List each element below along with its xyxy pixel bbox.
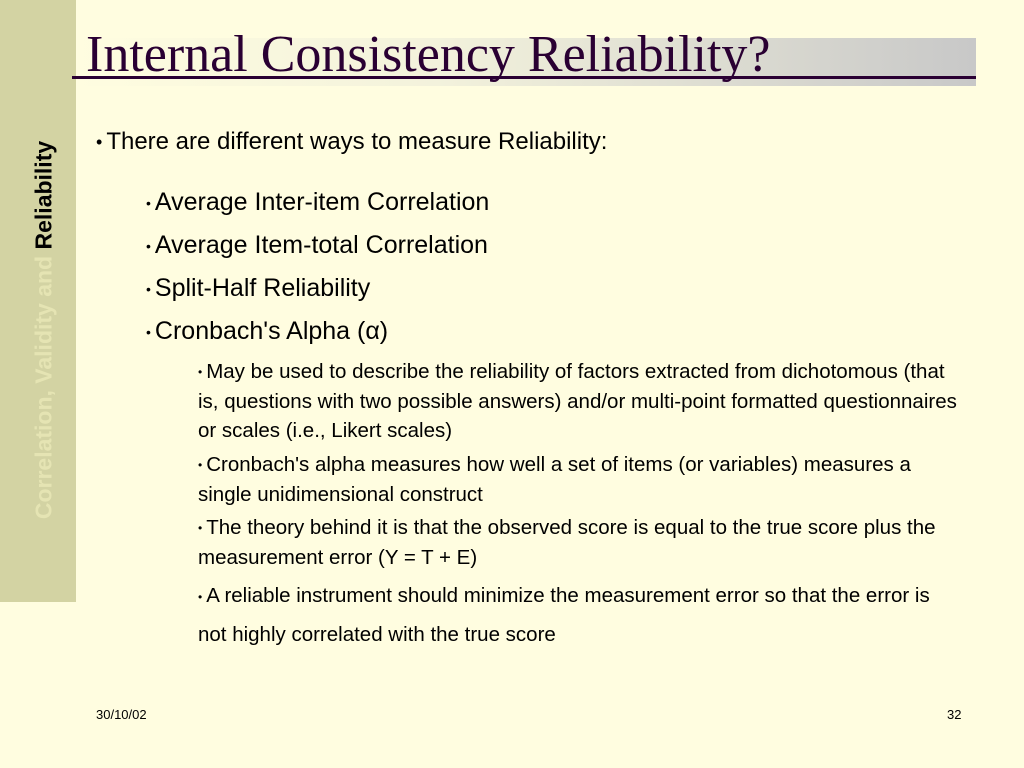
sidebar-label-part1: Correlation, Validity and: [30, 249, 57, 520]
page-number: 32: [947, 707, 962, 722]
bullet-dot: •: [96, 132, 103, 153]
alpha-note-text: Cronbach's alpha measures how well a set of items (or variables) measures a single unidimensional construct: [198, 453, 911, 507]
bullet-dot: •: [198, 365, 203, 380]
bullet-dot: •: [146, 238, 151, 255]
alpha-note: [198, 513, 958, 572]
method-bullet: [146, 274, 370, 303]
sidebar: [0, 0, 76, 602]
bullet-dot: •: [146, 195, 151, 212]
bullet-dot: •: [198, 589, 203, 604]
alpha-note: [198, 450, 958, 509]
method-bullet: [146, 188, 489, 217]
slide-title: Internal Consistency Reliability?: [86, 26, 771, 83]
method-text: Average Item-total Correlation: [154, 231, 488, 259]
alpha-note-text: May be used to describe the reliability of factors extracted from dichotomous (that is, questions with two possible answers) and/or multi-point formatted questionnaires or scales (i.e., Likert scales): [198, 360, 957, 443]
alpha-note-text: The theory behind it is that the observed score is equal to the true score plus the measurement error (Y = T + E): [198, 516, 936, 570]
footer-date: 30/10/02: [96, 707, 147, 722]
sidebar-label: [31, 141, 58, 519]
method-text: Cronbach's Alpha (α): [154, 317, 389, 345]
bullet-dot: •: [198, 458, 203, 473]
sidebar-label-part2: Reliability: [30, 140, 57, 250]
alpha-note: [198, 577, 958, 654]
method-bullet: [146, 231, 488, 260]
alpha-note: [198, 357, 958, 445]
method-bullet: [146, 317, 388, 346]
method-text: Split-Half Reliability: [154, 274, 371, 302]
method-text: Average Inter-item Correlation: [154, 188, 490, 216]
bullet-dot: •: [198, 521, 203, 536]
bullet-dot: •: [146, 324, 151, 341]
alpha-note-text: A reliable instrument should minimize the measurement error so that the error is not highly correlated with the true score: [198, 584, 930, 646]
intro-text: There are different ways to measure Reliability:: [106, 128, 608, 155]
intro-bullet: [96, 128, 607, 156]
bullet-dot: •: [146, 281, 151, 298]
